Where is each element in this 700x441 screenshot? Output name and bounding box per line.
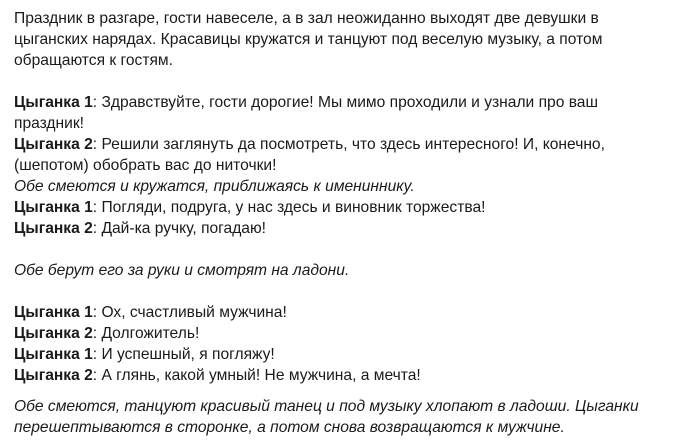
replica-text: : А глянь, какой умный! Не мужчина, а мечта!: [92, 367, 421, 384]
dialogue-line: [14, 197, 485, 218]
replica-text: : Ох, счастливый мужчина!: [92, 304, 287, 321]
speaker-name: Цыганка 2: [14, 136, 93, 153]
replica-continuation: праздник!: [14, 115, 84, 132]
replica-text: : Здравствуйте, гости дорогие! Мы мимо проходили и узнали про ваш: [92, 94, 598, 111]
dialogue-line: [14, 92, 598, 113]
replica-continuation: (шепотом) обобрать вас до ниточки!: [14, 157, 277, 174]
speaker-name: Цыганка 2: [14, 367, 93, 384]
dialogue-line: [14, 365, 421, 386]
replica-text: : Дай-ка ручку, погадаю!: [92, 220, 267, 237]
dialogue-line: [14, 302, 287, 323]
dialogue-line: [14, 134, 605, 155]
dialogue-line: [14, 323, 199, 344]
replica-text: : Решили заглянуть да посмотреть, что здесь интересного! И, конечно,: [92, 136, 605, 153]
speaker-name: Цыганка 1: [14, 304, 93, 321]
dialogue-line: [14, 218, 266, 239]
speaker-name: Цыганка 2: [14, 325, 93, 342]
replica-text: : И успешный, я погляжу!: [92, 346, 275, 363]
intro-line-3: обращаются к гостям.: [14, 52, 173, 69]
speaker-name: Цыганка 2: [14, 220, 93, 237]
intro-line-2: цыганских нарядах. Красавицы кружатся и танцуют под веселую музыку, а потом: [14, 31, 603, 48]
speaker-name: Цыганка 1: [14, 94, 93, 111]
speaker-name: Цыганка 1: [14, 199, 93, 216]
intro-line-1: Праздник в разгаре, гости навеселе, а в зал неожиданно выходят две девушки в: [14, 10, 599, 27]
replica-text: : Долгожитель!: [92, 325, 200, 342]
speaker-name: Цыганка 1: [14, 346, 93, 363]
final-direction-line-2: перешептываются в сторонке, а потом снова возвращаются к мужчине.: [14, 419, 565, 436]
stage-direction: Обе берут его за руки и смотрят на ладони.: [14, 262, 350, 279]
replica-text: : Погляди, подруга, у нас здесь и виновник торжества!: [92, 199, 486, 216]
dialogue-line: [14, 344, 275, 365]
stage-direction: Обе смеются и кружатся, приближаясь к имениннику.: [14, 178, 415, 195]
final-direction-line-1: Обе смеются, танцуют красивый танец и под музыку хлопают в ладоши. Цыганки: [14, 398, 639, 415]
